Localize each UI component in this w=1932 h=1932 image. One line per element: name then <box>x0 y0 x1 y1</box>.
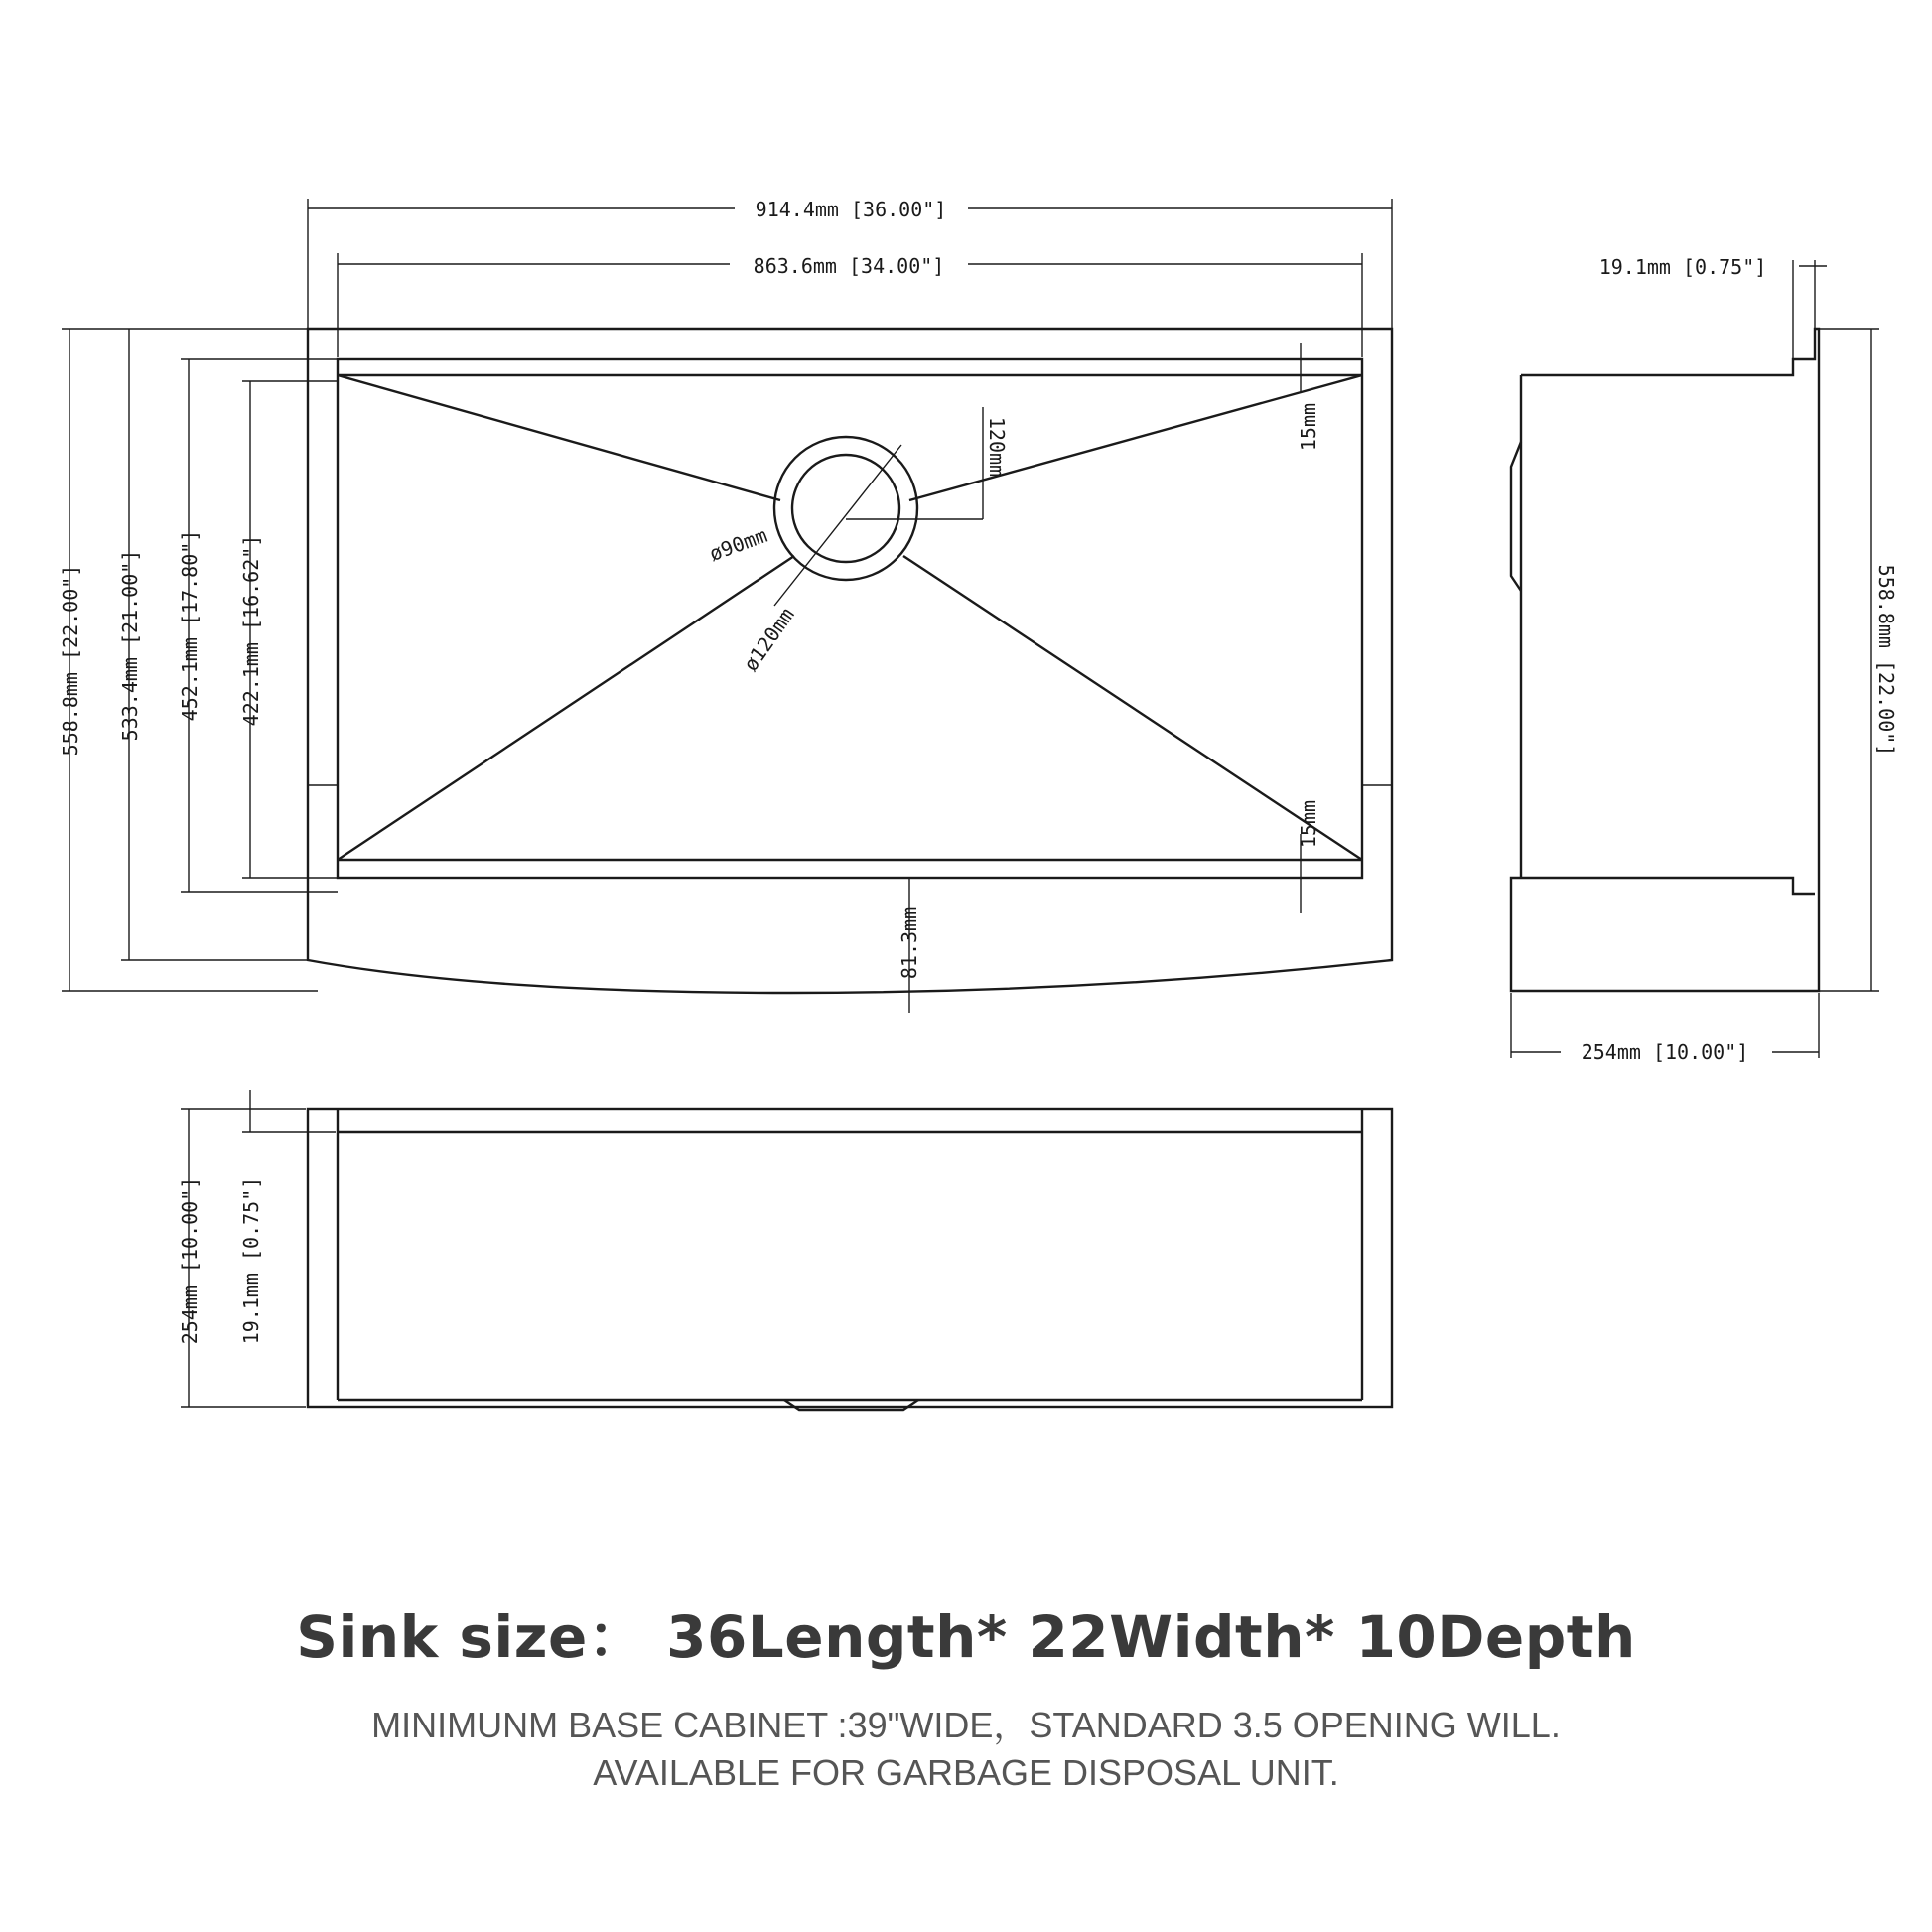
dim-ledge-top: 15mm <box>1297 402 1320 452</box>
dim-side-height: 558.8mm [22.00"] <box>1874 564 1898 757</box>
caption-line-1: MINIMUNM BASE CABINET :39"WIDE，STANDARD 3.5 OPENING WILL. <box>371 1705 1561 1745</box>
dim-inner-width-b: 452.1mm [17.80"] <box>178 529 202 722</box>
caption-line-2: AVAILABLE FOR GARBAGE DISPOSAL UNIT. <box>593 1752 1339 1793</box>
dim-top-inner-width: 863.6mm [34.00"] <box>753 254 945 278</box>
drain-inner-circle <box>792 455 899 562</box>
front-view <box>181 1090 1392 1410</box>
dim-side-flange: 19.1mm [0.75"] <box>1598 255 1767 279</box>
dim-top-outer-width: 914.4mm [36.00"] <box>755 198 947 221</box>
side-view <box>1511 260 1879 1058</box>
front-view-drain-outlet <box>784 1400 918 1410</box>
dim-side-depth: 254mm [10.00"] <box>1581 1040 1749 1064</box>
caption-title: Sink size： 36Length* 22Width* 10Depth <box>296 1603 1636 1671</box>
drain-outer-circle <box>774 437 917 580</box>
dim-overall-width: 558.8mm [22.00"] <box>59 564 82 757</box>
dim-drain-offset: 120mm <box>985 416 1009 478</box>
dim-drain-outer: ø120mm <box>738 603 799 676</box>
side-view-outline <box>1511 329 1819 991</box>
top-view-outer-rim <box>308 329 1392 993</box>
dim-front-depth: 254mm [10.00"] <box>178 1176 202 1345</box>
front-view-outline <box>308 1109 1392 1407</box>
dim-drain-inner: ø90mm <box>706 522 771 566</box>
dim-inner-width-a: 533.4mm [21.00"] <box>118 549 142 742</box>
dim-inner-width-c: 422.1mm [16.62"] <box>239 534 263 727</box>
dim-ledge-bottom: 15mm <box>1297 799 1320 849</box>
dim-apron-front: 81.3mm <box>897 906 921 980</box>
top-view <box>308 329 1392 1013</box>
dim-front-flange: 19.1mm [0.75"] <box>239 1176 263 1345</box>
